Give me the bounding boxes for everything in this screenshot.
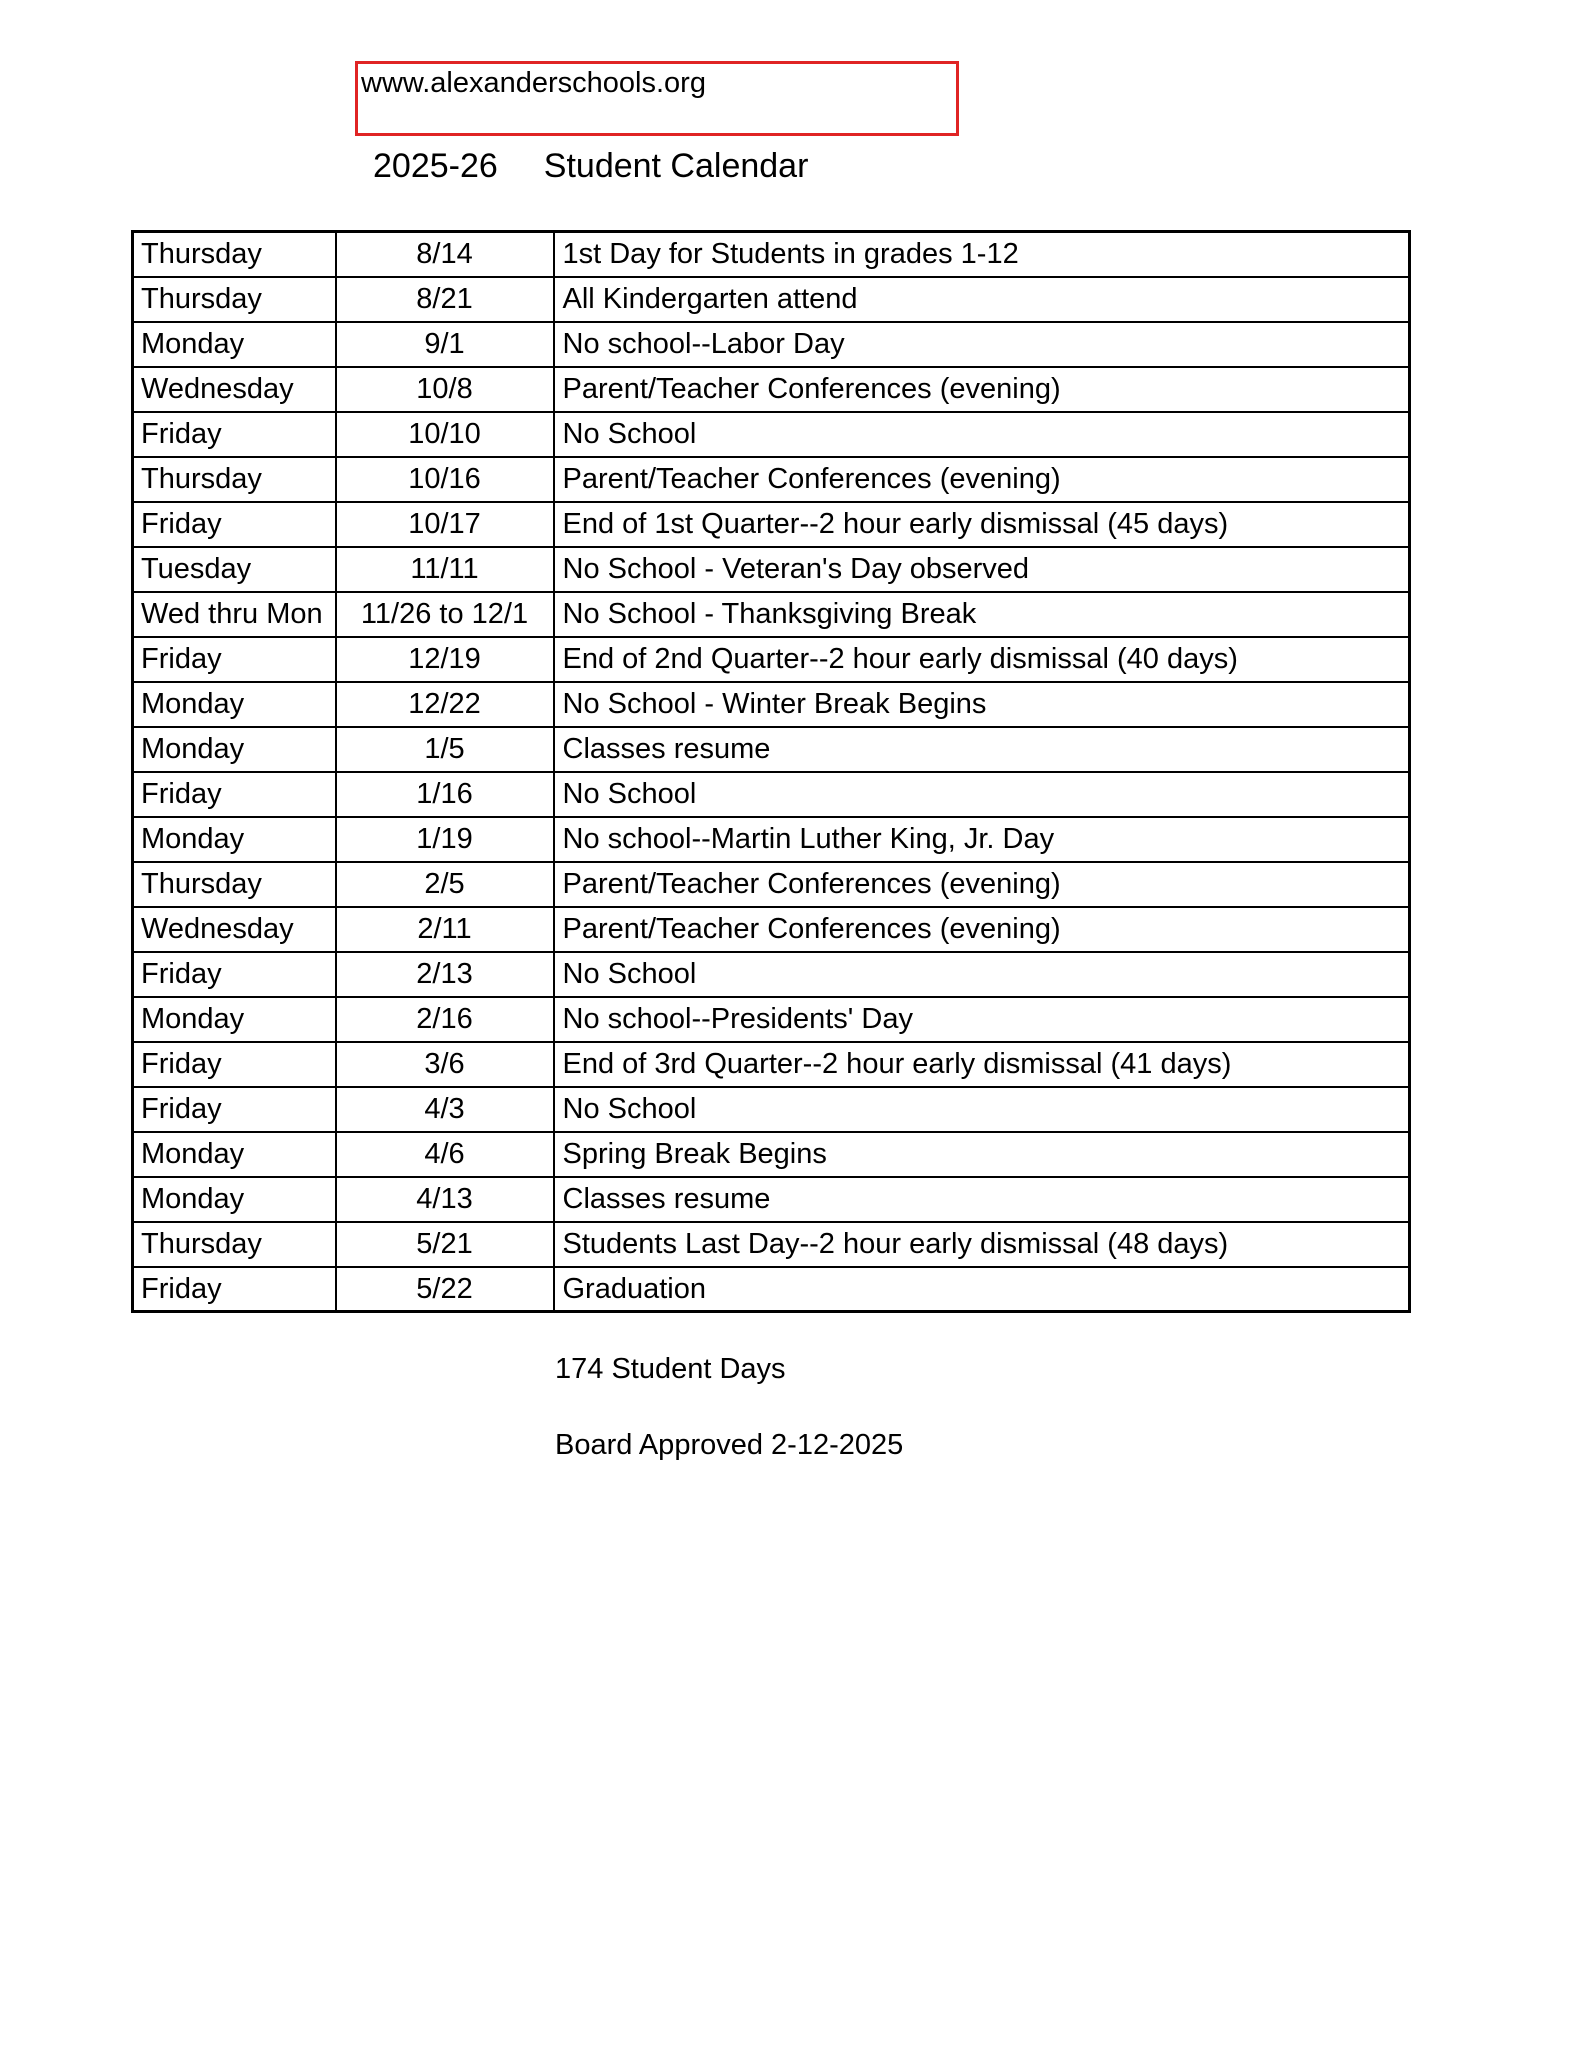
table-row	[133, 592, 1410, 637]
event-cell: No School	[554, 772, 1410, 817]
table-row	[133, 277, 1410, 322]
day-cell: Thursday	[133, 862, 336, 907]
day-cell: Friday	[133, 412, 336, 457]
date-cell: 4/13	[336, 1177, 554, 1222]
day-cell: Monday	[133, 682, 336, 727]
date-cell: 2/16	[336, 997, 554, 1042]
title-school-year: 2025-26	[373, 147, 498, 185]
day-cell: Friday	[133, 772, 336, 817]
date-cell: 2/5	[336, 862, 554, 907]
day-cell: Monday	[133, 727, 336, 772]
event-cell: No school--Labor Day	[554, 322, 1410, 367]
table-row	[133, 907, 1410, 952]
event-cell: End of 1st Quarter--2 hour early dismissal (45 days)	[554, 502, 1410, 547]
date-cell: 1/16	[336, 772, 554, 817]
table-row	[133, 817, 1410, 862]
table-row	[133, 367, 1410, 412]
day-cell: Friday	[133, 502, 336, 547]
table-row	[133, 412, 1410, 457]
date-cell: 5/21	[336, 1222, 554, 1267]
day-cell: Wednesday	[133, 907, 336, 952]
date-cell: 4/3	[336, 1087, 554, 1132]
date-cell: 10/16	[336, 457, 554, 502]
event-cell: Parent/Teacher Conferences (evening)	[554, 457, 1410, 502]
student-days-total: 174 Student Days	[555, 1353, 786, 1385]
date-cell: 1/19	[336, 817, 554, 862]
day-cell: Thursday	[133, 277, 336, 322]
day-cell: Monday	[133, 997, 336, 1042]
date-cell: 1/5	[336, 727, 554, 772]
event-cell: No school--Martin Luther King, Jr. Day	[554, 817, 1410, 862]
page-title	[373, 146, 808, 186]
table-row	[133, 547, 1410, 592]
day-cell: Monday	[133, 1132, 336, 1177]
table-row	[133, 682, 1410, 727]
table-row	[133, 952, 1410, 997]
date-cell: 8/21	[336, 277, 554, 322]
date-cell: 11/26 to 12/1	[336, 592, 554, 637]
event-cell: End of 2nd Quarter--2 hour early dismissal (40 days)	[554, 637, 1410, 682]
table-row	[133, 772, 1410, 817]
day-cell: Wednesday	[133, 367, 336, 412]
date-cell: 12/22	[336, 682, 554, 727]
event-cell: No School	[554, 952, 1410, 997]
event-cell: No School	[554, 1087, 1410, 1132]
date-cell: 4/6	[336, 1132, 554, 1177]
table-row	[133, 322, 1410, 367]
table-row	[133, 502, 1410, 547]
date-cell: 3/6	[336, 1042, 554, 1087]
day-cell: Friday	[133, 637, 336, 682]
day-cell: Thursday	[133, 232, 336, 277]
table-row	[133, 997, 1410, 1042]
table-row	[133, 1222, 1410, 1267]
table-row	[133, 727, 1410, 772]
date-cell: 2/11	[336, 907, 554, 952]
day-cell: Friday	[133, 952, 336, 997]
date-cell: 10/10	[336, 412, 554, 457]
title-spacer	[498, 146, 544, 186]
calendar-table-body	[133, 232, 1410, 1312]
event-cell: No School - Winter Break Begins	[554, 682, 1410, 727]
day-cell: Wed thru Mon	[133, 592, 336, 637]
day-cell: Friday	[133, 1042, 336, 1087]
title-label: Student Calendar	[543, 147, 809, 185]
date-cell: 11/11	[336, 547, 554, 592]
event-cell: 1st Day for Students in grades 1-12	[554, 232, 1410, 277]
event-cell: Classes resume	[554, 727, 1410, 772]
day-cell: Monday	[133, 322, 336, 367]
table-row	[133, 1132, 1410, 1177]
event-cell: No school--Presidents' Day	[554, 997, 1410, 1042]
table-row	[133, 1267, 1410, 1312]
date-cell: 5/22	[336, 1267, 554, 1312]
url-highlight-box	[355, 61, 959, 136]
date-cell: 8/14	[336, 232, 554, 277]
event-cell: End of 3rd Quarter--2 hour early dismissal (41 days)	[554, 1042, 1410, 1087]
event-cell: Spring Break Begins	[554, 1132, 1410, 1177]
date-cell: 9/1	[336, 322, 554, 367]
event-cell: All Kindergarten attend	[554, 277, 1410, 322]
day-cell: Tuesday	[133, 547, 336, 592]
table-row	[133, 232, 1410, 277]
table-row	[133, 1177, 1410, 1222]
event-cell: No School - Thanksgiving Break	[554, 592, 1410, 637]
event-cell: Parent/Teacher Conferences (evening)	[554, 907, 1410, 952]
date-cell: 10/8	[336, 367, 554, 412]
website-url-link[interactable]: www.alexanderschools.org	[361, 67, 706, 99]
table-row	[133, 1087, 1410, 1132]
event-cell: Parent/Teacher Conferences (evening)	[554, 862, 1410, 907]
day-cell: Monday	[133, 817, 336, 862]
event-cell: Parent/Teacher Conferences (evening)	[554, 367, 1410, 412]
table-row	[133, 637, 1410, 682]
event-cell: No School - Veteran's Day observed	[554, 547, 1410, 592]
table-row	[133, 1042, 1410, 1087]
day-cell: Friday	[133, 1267, 336, 1312]
event-cell: Students Last Day--2 hour early dismissal (48 days)	[554, 1222, 1410, 1267]
student-calendar-table	[131, 230, 1411, 1313]
table-row	[133, 457, 1410, 502]
day-cell: Friday	[133, 1087, 336, 1132]
date-cell: 2/13	[336, 952, 554, 997]
event-cell: No School	[554, 412, 1410, 457]
day-cell: Thursday	[133, 1222, 336, 1267]
board-approved-note: Board Approved 2-12-2025	[555, 1429, 904, 1461]
event-cell: Graduation	[554, 1267, 1410, 1312]
day-cell: Monday	[133, 1177, 336, 1222]
date-cell: 12/19	[336, 637, 554, 682]
date-cell: 10/17	[336, 502, 554, 547]
event-cell: Classes resume	[554, 1177, 1410, 1222]
day-cell: Thursday	[133, 457, 336, 502]
table-row	[133, 862, 1410, 907]
